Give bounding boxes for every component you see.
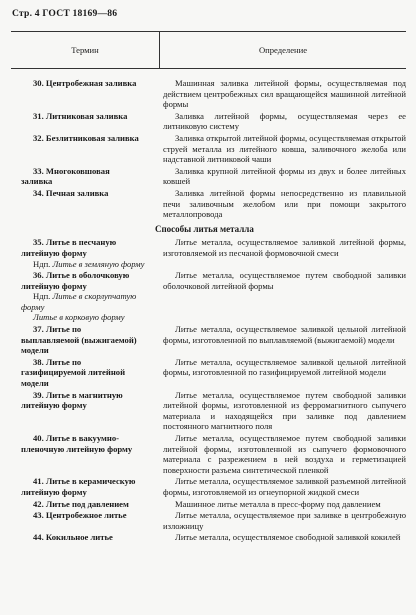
term-38: 38. Литье по газифицируемой литейной модели (21, 356, 126, 389)
table-row (11, 270, 406, 323)
definition-column-header: Определение (258, 44, 308, 55)
definition-41: Литье металла, осуществляемое заливкой разъемной литейной формы, изготовляемой из огнеупорной жидкой смеси (163, 476, 406, 497)
term-33: 33. Многоковшовая заливка (21, 165, 110, 187)
term-41: 41. Литье в керамическую литейную форму (21, 476, 136, 497)
table-header (11, 32, 406, 68)
table-row (11, 390, 406, 432)
definition-44: Литье металла, осуществляемое свободной заливкой кокилей (175, 532, 401, 543)
definition-43: Литье металла, осуществляемое при заливке в центробежную изложницу (163, 510, 406, 531)
table-row (11, 166, 406, 187)
table-row (11, 433, 406, 475)
term-cell-36 (11, 270, 145, 323)
definition-30: Машинная заливка литейной формы, осуществляемая под действием центробежных сил вращающейся машинной литейной формы (163, 78, 406, 110)
term-35: 35. Литье в песчаную литейную форму (21, 237, 117, 258)
term-30: 30. Центробежная заливка (33, 78, 137, 88)
term-column-header: Термин (11, 32, 160, 68)
deprecated-term-36b: Литье в корковую форму (33, 312, 125, 323)
table-row (11, 357, 406, 389)
definition-40: Литье металла, осуществляемое путем свободной заливки литейной формы, изготовленной из сыпучего формовочного материала с разрежением в ней воздуха и герметизацией поверхности разъема синтетической пленкой (163, 433, 406, 475)
terms-table (11, 31, 406, 543)
definition-36: Литье металла, осуществляемое путем свободной заливки оболочковой литейной формы (163, 270, 406, 291)
table-row (11, 499, 406, 510)
term-34: 34. Печная заливка (33, 187, 109, 198)
term-40: 40. Литье в вакуумно-пленочную литейную форму (21, 433, 133, 454)
definition-33: Заливка крупной литейной формы из двух и более литейных ковшей (163, 165, 406, 187)
definition-37: Литье металла, осуществляемое заливкой цельной литейной формы, изготовленной по выплавляемой (выжигаемой) модели (163, 324, 406, 345)
table-row (11, 532, 406, 543)
note-prefix-36: Ндп. (33, 291, 51, 302)
table-row (11, 510, 406, 531)
deprecated-term-35: Литье в земляную форму (52, 258, 145, 269)
term-32: 32. Безлитниковая заливка (33, 132, 139, 143)
table-row (11, 237, 406, 269)
term-37: 37. Литье по выплавляемой (выжигаемой) модели (21, 324, 137, 356)
term-44: 44. Кокильное литье (33, 532, 113, 543)
table-row (11, 111, 406, 132)
definition-32: Заливка открытой литейной формы, осуществляемая открытой струей металла из литейного ковша, заливочного желоба или надставной литниковой чаши (163, 132, 407, 165)
definition-35: Литье металла, осуществляемое заливкой литейной формы, изготовляемой из песчаной формовочной смеси (163, 237, 406, 258)
term-39: 39. Литье в магнитную литейную форму (21, 389, 123, 411)
table-row (11, 188, 406, 220)
definition-42: Машинное литье металла в пресс-форму под давлением (175, 498, 381, 509)
note-prefix-35: Ндп. (33, 258, 51, 269)
term-42: 42. Литье под давлением (33, 498, 129, 509)
term-36: 36. Литье в оболочковую литейную форму (21, 270, 130, 291)
term-31: 31. Литниковая заливка (33, 110, 128, 121)
definition-39: Литье металла, осуществляемое путем свободной заливки литейной формы, изготовленной из ферромагнитного сыпучего материала и находящейся при заливке под давлением постоянного магнитного поля (163, 389, 406, 432)
table-row (11, 133, 406, 165)
term-43: 43. Центробежное литье (33, 510, 127, 521)
definition-34: Заливка литейной формы непосредственно из плавильной печи заливочным желобом или при помощи закрытого металлопровода (163, 187, 406, 220)
term-cell-35 (11, 237, 145, 269)
table-row (11, 324, 406, 356)
table-row (11, 476, 406, 497)
section-title: Способы литья металла (155, 223, 254, 234)
definition-38: Литье металла, осуществляемое заливкой цельной литейной формы, изготовленной по газифицируемой литейной модели (163, 356, 406, 378)
definition-31: Заливка литейной формы, осуществляемая через ее литниковую систему (163, 110, 406, 132)
page-header: Стр. 4 ГОСТ 18169—86 (12, 8, 118, 19)
table-row (11, 78, 406, 110)
deprecated-term-36a: Литье в скорлупчатую форму (21, 291, 137, 312)
